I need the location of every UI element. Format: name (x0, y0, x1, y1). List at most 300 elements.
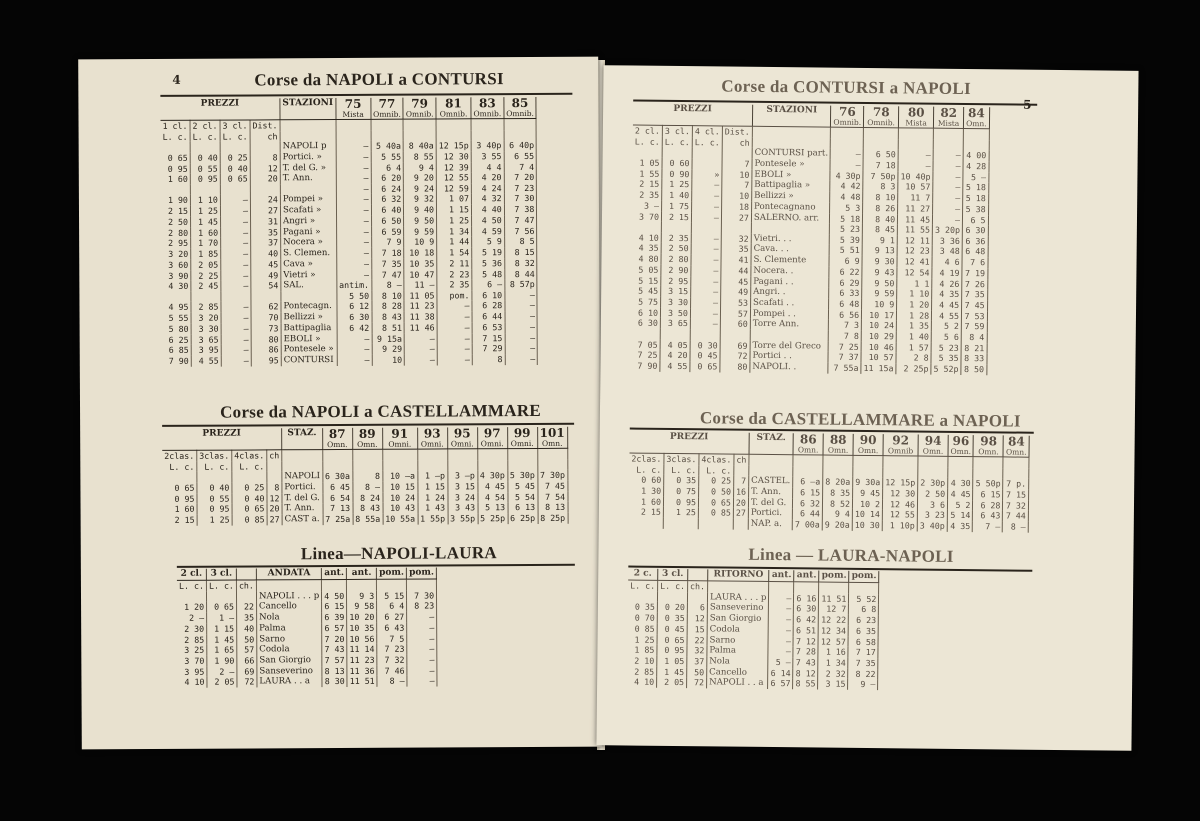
table-cell: 0 40 (220, 163, 250, 174)
train-header (436, 97, 471, 119)
table-cell: 3 65 (191, 334, 221, 345)
table-cell: — (505, 333, 538, 344)
table-cell: — (407, 665, 437, 676)
station-name: Sarno (257, 634, 322, 645)
table-cell: 0 65 (690, 361, 720, 372)
header-row (162, 427, 567, 451)
table-cell: — (768, 636, 793, 647)
train-number: 98 (980, 434, 998, 449)
table-cell: — (437, 311, 472, 322)
price-class: 1 cl. (161, 121, 191, 132)
station-name: Palma (257, 623, 322, 634)
table-cell: 8 5 (504, 236, 537, 247)
spacer (794, 582, 819, 593)
table-cell: 7 25a (323, 514, 353, 525)
station-name: Portici. (282, 482, 323, 493)
timetable (630, 104, 989, 375)
table-cell: 6 (687, 602, 707, 613)
table-cell: 7 32 (377, 655, 407, 666)
timetable (627, 569, 880, 691)
table-cell: 9 20a (822, 520, 852, 531)
unit-label: L. c. (177, 580, 207, 591)
table-cell: 6 22 (829, 266, 862, 277)
table-cell: 49 (251, 270, 281, 281)
table-cell: — (769, 603, 794, 614)
table-cell: 6 5 (963, 214, 989, 225)
train-type: Omni. (388, 439, 412, 449)
table-cell: — (336, 216, 371, 227)
timetable-contursi-napoli (630, 104, 989, 375)
station-name: T. Ann. (282, 503, 323, 514)
table-cell: 9 43 (862, 267, 897, 278)
timetable (177, 567, 438, 688)
table-cell: 5 6 (931, 332, 961, 343)
table-cell: 2 05 (657, 677, 687, 688)
train-type: Omn. (950, 446, 972, 457)
table-cell: 45 (251, 259, 281, 270)
table-cell: — (407, 676, 437, 687)
table-cell: 44 (721, 265, 751, 276)
table-cell: 9 45 (853, 488, 883, 499)
table-cell: 12 39 (436, 162, 471, 173)
spacer (708, 581, 770, 593)
table-cell (661, 222, 691, 233)
table-cell: 1 10p (882, 520, 917, 531)
station-name: NAP. a. (748, 519, 792, 530)
table-cell: 6 9 (829, 256, 862, 267)
station-name: NAPOLI p (280, 141, 336, 152)
table-cell: 8 57p (505, 279, 538, 290)
table-cell: 7 55a (828, 363, 861, 374)
table-cell: 7 12 (793, 636, 818, 647)
table-cell: 4 35 (932, 289, 962, 300)
table-cell: — (407, 622, 437, 633)
table-cell: 7 p. (1003, 479, 1029, 490)
table-cell: 6 14 (768, 668, 793, 679)
table-cell: 7 45 (537, 481, 567, 492)
left-page (78, 57, 602, 750)
table-cell (197, 472, 232, 483)
table-cell: — (691, 286, 721, 297)
table-cell: 27 (733, 508, 748, 519)
spacer (447, 449, 477, 460)
table-cell: 6 30 (337, 312, 372, 323)
price-class: 2 cl. (633, 125, 663, 136)
station-name: NAPOLI . . a (707, 678, 769, 689)
table-cell: 20 (267, 504, 282, 515)
table-cell: 1 70 (191, 238, 221, 249)
table-cell: — (898, 149, 933, 160)
table-cell: 1 —p (417, 471, 447, 482)
table-cell: 6 56 (829, 309, 862, 320)
train-number: 91 (391, 426, 409, 441)
spacer (831, 127, 864, 138)
table-cell (631, 329, 661, 340)
table-cell: 6 44 (472, 311, 505, 322)
table-cell: 72 (237, 677, 257, 688)
station-name: Nola (707, 656, 769, 667)
station-name: Cancello (707, 667, 769, 678)
table-cell: 69 (237, 666, 257, 677)
table-cell: 10 40p (898, 171, 933, 182)
table-cell: 1 28 (897, 310, 932, 321)
table-cell: 0 35 (664, 475, 699, 486)
table-cell: 8 32 (504, 258, 537, 269)
spacer (382, 449, 417, 460)
table-cell: 7 59 (961, 321, 987, 332)
table-cell: — (407, 633, 437, 644)
table-cell: 4 95 (161, 302, 191, 313)
table-cell: 0 35 (628, 602, 658, 613)
table-cell: 4 20 (471, 172, 504, 183)
station-name: Sarno (707, 635, 769, 646)
table-cell: 7 56 (504, 226, 537, 237)
table-cell: 80 (720, 361, 750, 372)
table-cell: 8 24 (353, 492, 383, 503)
prices-header: PREZZI (633, 104, 753, 127)
table-cell: 6 58 (848, 636, 878, 647)
table-cell: — (221, 355, 251, 366)
table-cell: — (769, 614, 794, 625)
spacer (417, 460, 447, 471)
table-cell: 9 15a (372, 333, 405, 344)
table-cell: 3 30 (191, 323, 221, 334)
table-cell (663, 518, 698, 529)
table-cell: 6 42 (337, 323, 372, 334)
table-cell: 5 52 (849, 593, 879, 604)
table-cell: 1 35 (896, 321, 931, 332)
table-cell: 72 (720, 351, 750, 362)
table-cell: 6 15 (322, 601, 347, 612)
table-cell: — (505, 300, 538, 311)
table-cell: 1 05 (632, 157, 662, 168)
table-cell: 12 59 (436, 183, 471, 194)
spacer (256, 580, 321, 591)
timetable (160, 97, 538, 367)
spacer (963, 129, 989, 140)
train-header (382, 428, 417, 450)
table-cell: 4 10 (627, 677, 657, 688)
table-cell: 3 43 (448, 503, 478, 514)
table-cell: 6 4 (371, 162, 404, 173)
table-cell: 7 18 (371, 248, 404, 259)
unit-label: L. c. (699, 465, 734, 476)
spacer (1003, 457, 1029, 468)
price-class: ch (267, 450, 282, 461)
table-cell: 6 44 (792, 509, 822, 520)
table-cell: 2 45 (191, 281, 221, 292)
station-name: NAPOLI . . . p (256, 591, 321, 602)
table-cell: 3 60 (161, 260, 191, 271)
table-cell: 6 16 (794, 593, 819, 604)
section-title: Linea — LAURA-NAPOLI (748, 544, 954, 566)
table-cell: — (933, 171, 963, 182)
train-type: Omn. (922, 446, 944, 456)
table-cell: 8 55 (793, 679, 818, 690)
spacer (282, 461, 323, 472)
spacer (477, 449, 507, 460)
table-cell: — (692, 179, 722, 190)
table-cell: 4 50 (322, 591, 347, 602)
table-cell: 0 95 (162, 493, 197, 504)
station-name: Angri. . (751, 287, 830, 299)
table-cell: 5 05 (631, 264, 661, 275)
spacer (322, 580, 347, 591)
table-cell: 11 46 (404, 322, 437, 333)
table-cell: — (690, 308, 720, 319)
table-cell: 12 55 (882, 509, 917, 520)
table-cell: 4 54 (477, 492, 507, 503)
station-name: CASTEL. (749, 476, 793, 487)
table-cell: — (505, 290, 538, 301)
station-name: Battipaglia » (752, 180, 831, 192)
table-cell: 10 57 (898, 182, 933, 193)
unit-label: L. c. (633, 136, 663, 147)
table-cell: 6 10 (631, 307, 661, 318)
table-cell: 9 — (848, 679, 878, 690)
station-name: LAURA . . a (257, 677, 322, 688)
table-cell: 6 29 (829, 277, 862, 288)
spacer (280, 131, 336, 142)
right-page (596, 65, 1138, 751)
prices-header: PREZZI (160, 98, 280, 121)
spacer (507, 449, 537, 460)
table-cell: 1 24 (418, 492, 448, 503)
table-cell: 35 (721, 244, 751, 255)
table-cell: — (221, 270, 251, 281)
table-cell: 8 10 (863, 192, 898, 203)
table-cell: 2 95 (161, 238, 191, 249)
table-cell: 9 3 (347, 590, 377, 601)
table-cell: 1 15 (437, 204, 472, 215)
table-cell: 1 25 (437, 215, 472, 226)
train-number: 101 (539, 425, 565, 440)
table-cell (267, 471, 282, 482)
table-cell: — (898, 160, 933, 171)
table-cell: 0 25 (699, 475, 734, 486)
table-cell: 7 50p (863, 171, 898, 182)
period-header: ant. (794, 570, 819, 582)
table-cell (220, 142, 250, 153)
price-class: 3 cl. (206, 569, 236, 581)
table-cell: 7 29 (472, 343, 505, 354)
table-cell (232, 471, 267, 482)
table-cell: 1 54 (437, 247, 472, 258)
table-cell: 7 90 (630, 361, 660, 372)
train-number: 88 (829, 432, 847, 447)
table-cell: — (336, 162, 371, 173)
train-type: Omn. (857, 445, 879, 456)
table-cell: 10 56 (347, 633, 377, 644)
table-cell: 12 41 (897, 256, 932, 267)
station-name: S. Clemen. (281, 248, 337, 259)
table-cell: — (407, 644, 437, 655)
train-header (973, 435, 1003, 457)
section-title: Corse da CONTURSI a NAPOLI (721, 76, 972, 99)
table-cell: 5 — (768, 657, 793, 668)
table-cell: 4 55 (932, 310, 962, 321)
table-cell: 22 (237, 602, 257, 613)
table-cell: 10 2 (852, 498, 882, 509)
spacer (863, 139, 898, 150)
table-cell: 20 (733, 497, 748, 508)
table-cell: 8 (352, 471, 382, 482)
table-cell: — (221, 302, 251, 313)
train-header (831, 106, 864, 128)
table-cell: 11 51 (819, 593, 849, 604)
table-cell: — (221, 281, 251, 292)
table-cell: 1 65 (207, 645, 237, 656)
table-cell: 2 50 (661, 243, 691, 254)
table-cell: 31 (250, 216, 280, 227)
table-cell (660, 329, 690, 340)
table-cell: 10 35 (347, 623, 377, 634)
spacer (322, 461, 352, 472)
train-number: 99 (513, 426, 531, 441)
train-header (883, 434, 918, 456)
table-cell: 8 43 (372, 312, 405, 323)
station-name: Portici. » (280, 152, 336, 163)
spacer (447, 460, 477, 471)
station-name: CONTURSI part. (752, 148, 831, 160)
table-cell: 0 85 (698, 508, 733, 519)
train-header (403, 97, 436, 119)
table-cell (720, 330, 750, 341)
station-name: Pompei . . (750, 309, 829, 321)
table-cell: 2 — (207, 666, 237, 677)
table-cell: — (220, 206, 250, 217)
table-cell: 7 54 (537, 491, 567, 502)
table-cell: 9 30 (862, 256, 897, 267)
table-cell: 7 8 (829, 331, 862, 342)
train-type: Omn. (357, 439, 378, 449)
table-cell: 10 9 (404, 237, 437, 248)
table-cell: — (691, 265, 721, 276)
table-cell: 8 43 (353, 503, 383, 514)
table-cell: — (933, 182, 963, 193)
station-name: Portici. (748, 508, 792, 519)
table-cell: 8 15 (504, 247, 537, 258)
table-cell: 8 28 (372, 301, 405, 312)
train-header (417, 427, 447, 449)
table-cell: 8 13 (322, 666, 347, 677)
table-cell: 22 (687, 635, 707, 646)
table-cell: 7 (722, 158, 752, 169)
price-class (236, 568, 256, 580)
table-cell: 0 95 (657, 645, 687, 656)
table-cell: 11 23 (347, 655, 377, 666)
station-name: CONTURSI (281, 355, 337, 366)
unit-label: ch (722, 137, 752, 148)
price-class: 4 cl. (692, 126, 722, 137)
table-cell: 0 50 (699, 486, 734, 497)
table-cell (687, 592, 707, 603)
table-cell: 7 05 (631, 339, 661, 350)
price-class: 3 cl. (220, 120, 250, 131)
spacer (963, 140, 989, 151)
page-number: 5 (1023, 97, 1032, 112)
station-name: SAL. (281, 280, 337, 291)
spacer (377, 579, 407, 590)
table-cell: 2 15 (161, 206, 191, 217)
table-cell: — (691, 243, 721, 254)
table-cell: 5 40a (371, 141, 404, 152)
train-type: Mista (937, 118, 960, 128)
table-cell: 5 15 (377, 590, 407, 601)
table-cell: 5 80 (162, 324, 192, 335)
table-cell: 6 23 (849, 615, 879, 626)
direction-header: RITORNO (708, 569, 770, 581)
table-cell: — (405, 355, 438, 366)
table-cell: 12 (267, 493, 282, 504)
table-cell (220, 184, 250, 195)
table-cell: 4 30 (948, 478, 974, 489)
table-cell: 0 95 (197, 504, 232, 515)
station-name: Portici . . (750, 351, 829, 363)
table-cell: 7 19 (962, 268, 988, 279)
table-cell (221, 291, 251, 302)
table-cell: 0 65 (161, 153, 191, 164)
table-cell: — (220, 216, 250, 227)
table-cell: 10 46 (861, 341, 896, 352)
spacer (849, 583, 879, 594)
table-cell: — (407, 612, 437, 623)
table-cell: 10 15 (382, 481, 417, 492)
table-cell: 8 12 (793, 668, 818, 679)
spacer (336, 131, 371, 142)
table-cell: — (336, 194, 371, 205)
table-cell: 4 20 (660, 350, 690, 361)
table-cell (733, 519, 748, 530)
table-cell: 7 25 (829, 341, 862, 352)
table-cell: 4 35 (947, 521, 973, 532)
table-cell: 9 20 (404, 173, 437, 184)
distance-header: Dist. (250, 120, 280, 131)
table-cell: 5 14 (947, 510, 973, 521)
table-cell (662, 147, 692, 158)
table-cell: 0 85 (232, 514, 267, 525)
spacer (933, 129, 963, 140)
spacer (282, 450, 323, 461)
table-cell: 10 —a (382, 471, 417, 482)
train-number: 87 (328, 426, 346, 442)
table-cell: 5 2 (947, 499, 973, 510)
table-cell: 6 57 (768, 678, 793, 689)
table-cell: 8 55a (353, 514, 383, 525)
table-cell: 8 22 (848, 669, 878, 680)
station-name: EBOLI » (752, 169, 831, 181)
table-cell: 1 1 (897, 278, 932, 289)
table-cell: 8 44 (505, 268, 538, 279)
table-cell: 0 95 (663, 496, 698, 507)
table-cell: 12 23 (897, 246, 932, 257)
table-cell: 5 38 (963, 204, 989, 215)
table-cell: 1 57 (896, 342, 931, 353)
spacer (793, 455, 823, 466)
table-cell: 3 95 (177, 666, 207, 677)
table-cell: 7 47 (504, 215, 537, 226)
station-name: Cancello (257, 601, 322, 612)
table-cell: 6 39 (322, 612, 347, 623)
spacer (336, 120, 371, 131)
table-cell: 12 57 (818, 636, 848, 647)
table-cell: 0 45 (657, 624, 687, 635)
table-cell: 9 1 (862, 235, 897, 246)
table-cell (251, 291, 281, 302)
station-name: Torre del Greco (750, 340, 829, 352)
table-cell: 7 3 (829, 320, 862, 331)
station-name: Codola (707, 624, 769, 635)
